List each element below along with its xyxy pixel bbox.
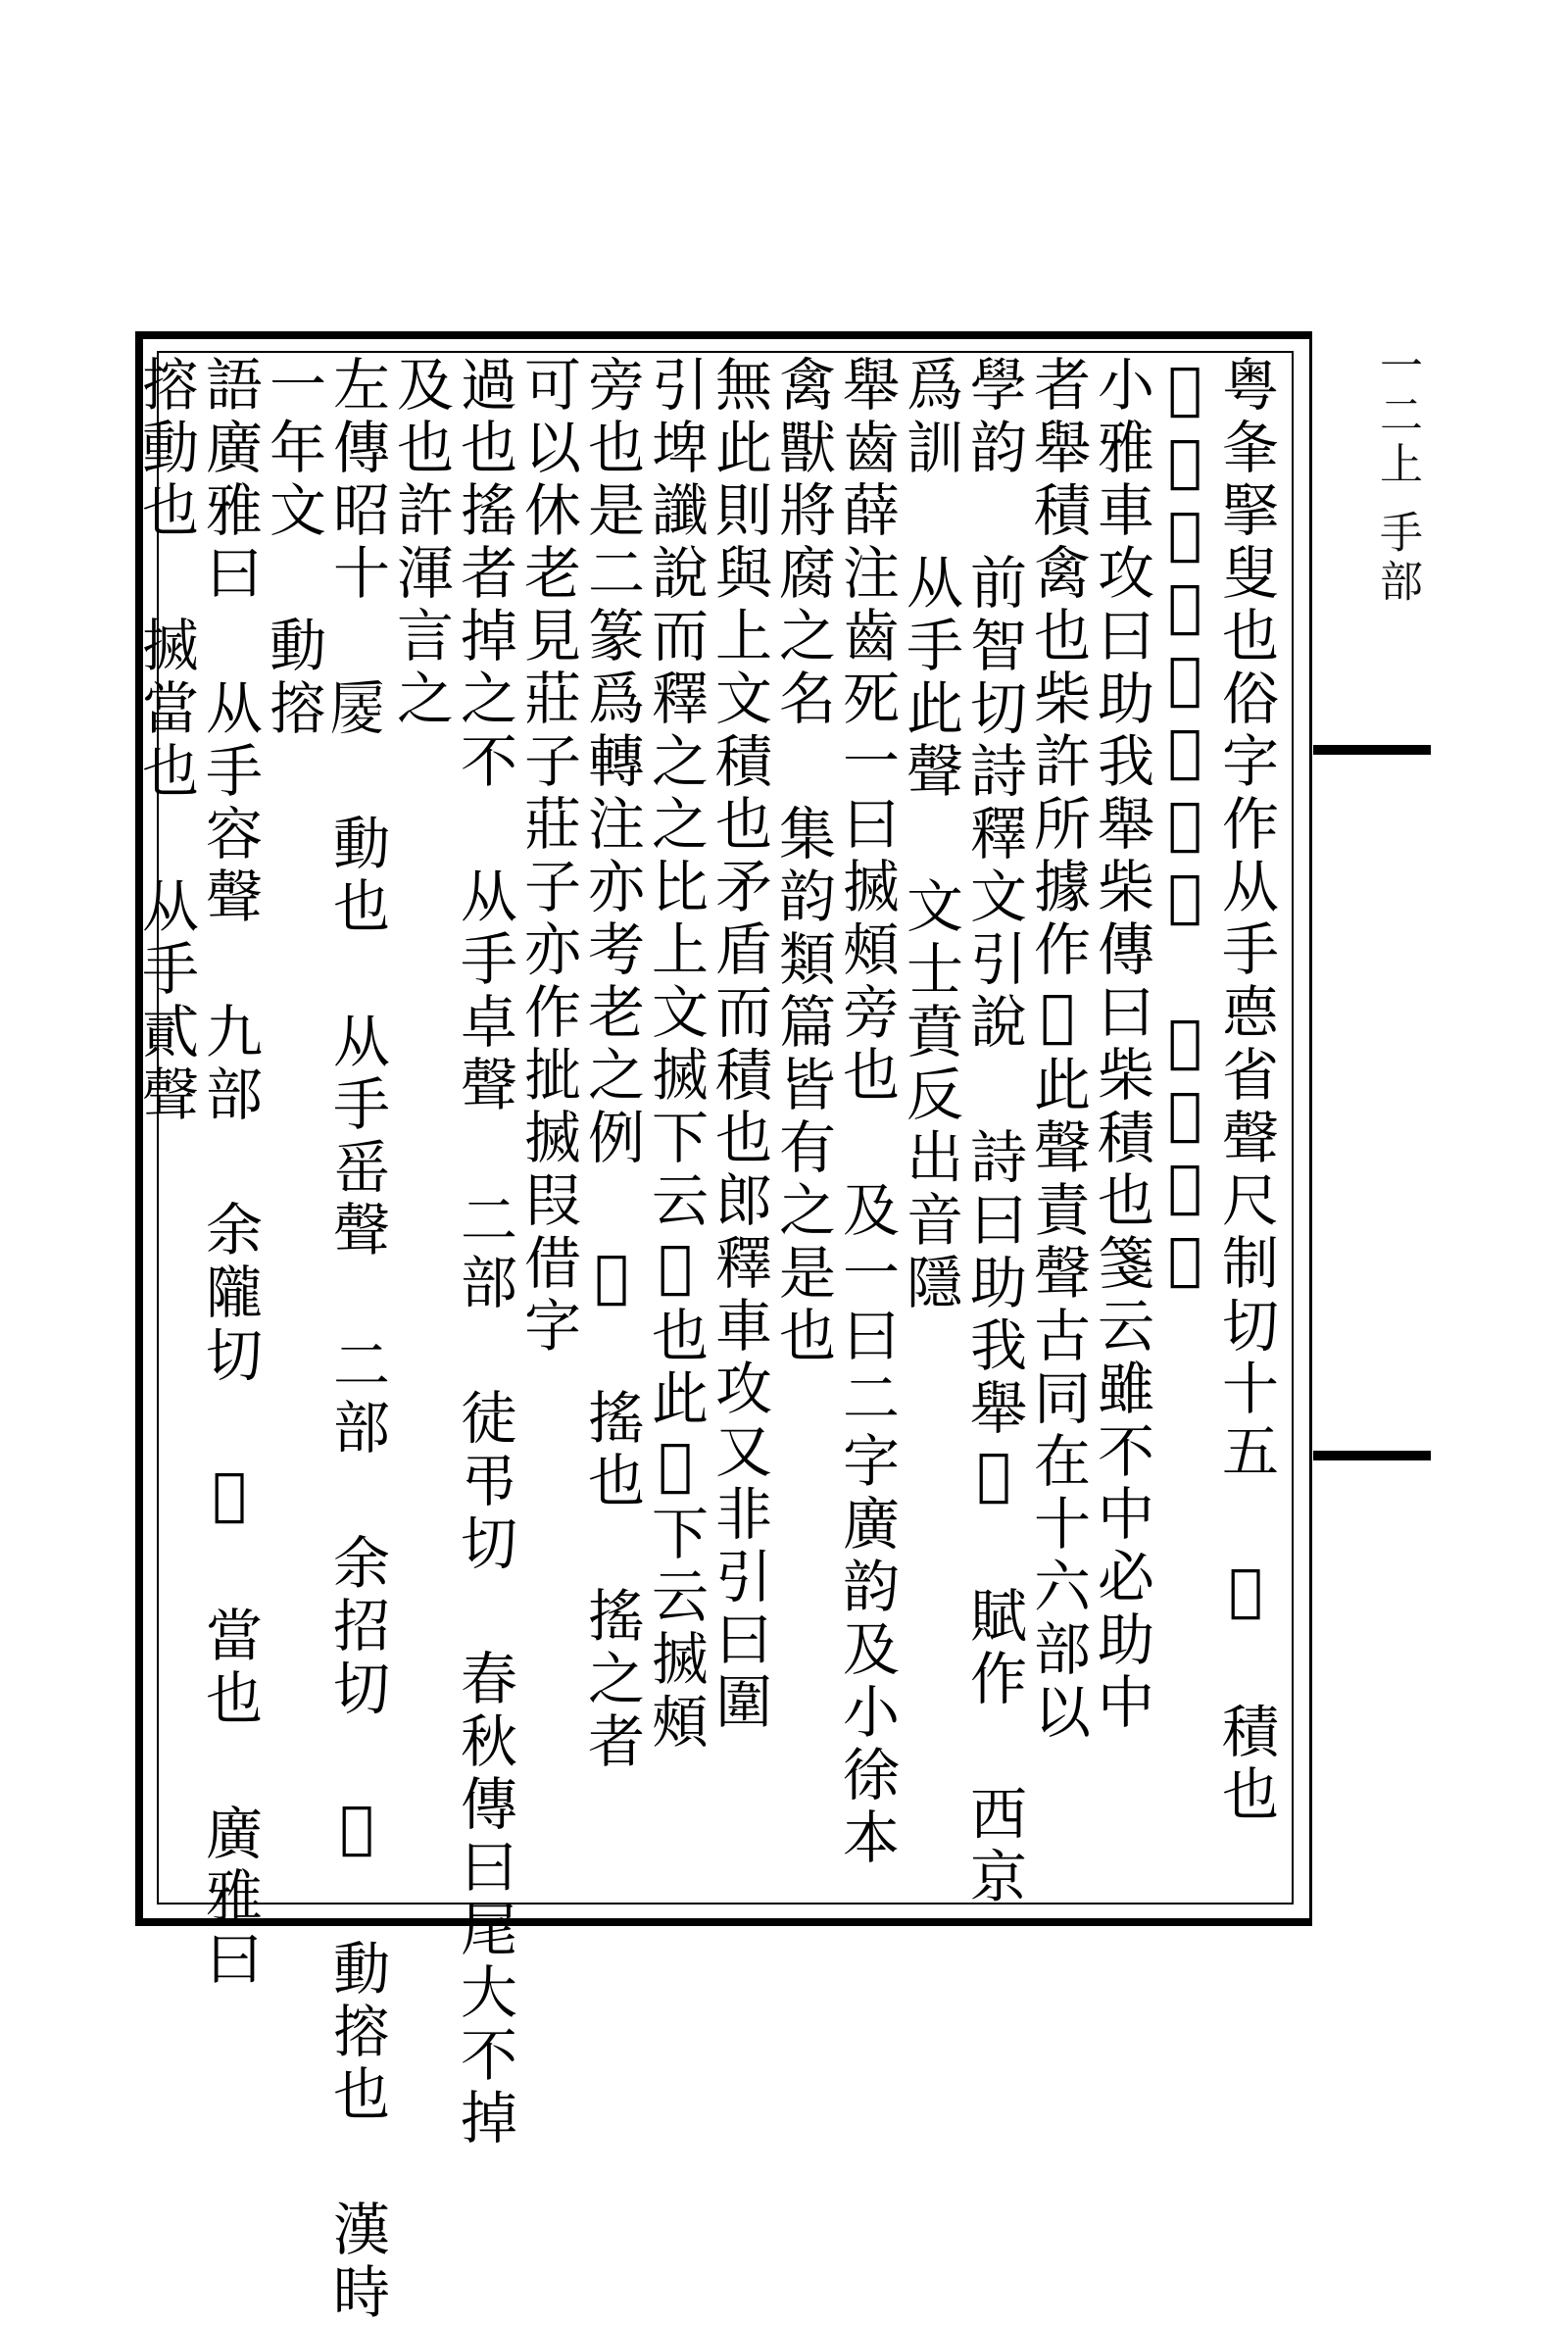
text-column-5: 學韵 前智切詩釋文引說 詩曰助我舉𢪹 賦作 西京 xyxy=(960,355,1027,1909)
text-column-4: 者舉積禽也柴許所據作𢪹此聲責聲古同在十六部以 xyxy=(1024,355,1091,1745)
text-column-18: 搈動也 搣當也 从手貳聲 xyxy=(132,355,199,1127)
fore-edge-tick xyxy=(1313,745,1431,755)
text-column-16: 一年文 動搈 xyxy=(260,355,326,741)
text-column-13: 過也搖者掉之不 从手卓聲 二部 徒弔切 春秋傳曰尾大不掉 xyxy=(451,355,517,2151)
text-column-3: 小雅車攻曰助我舉柴傳曰柴積也箋云雖不中必助中 xyxy=(1088,355,1154,1735)
fore-edge-tick xyxy=(1313,1451,1431,1460)
text-column-9: 無此則與上文積也矛盾而積也郎釋車攻又非引曰圍 xyxy=(706,355,772,1735)
text-column-8: 禽獸將腐之名 集韵類篇皆有之是也 xyxy=(769,355,836,1368)
text-column-2: 𢪹作扯聲形皆異矣 部俗作掔 xyxy=(1152,355,1218,1298)
text-column-12: 可以休老見莊子莊子亦作㧗搣叚借字 xyxy=(514,355,581,1359)
fore-edge-label: 一二上 手部 xyxy=(1372,343,1422,608)
text-column-10: 引埤讖說而釋之之比上文搣下云𢪹也此𢪹下云搣頰 xyxy=(642,355,709,1755)
text-column-15: 左傳昭十 𢩑 動也 从手䍃聲 二部 余招切 𢪹 動搈也 漢時 xyxy=(323,355,390,2325)
text-column-1: 粤夆掔叟也俗字作从手㥁省聲尺制切十五 𢪹 積也 xyxy=(1212,355,1279,1827)
text-column-6: 爲訓 从手此聲 文士賁反出音隱 xyxy=(897,355,963,1315)
text-column-7: 舉齒薛注齒死一曰搣頰旁也 及一曰二字廣韵及小徐本 xyxy=(833,355,900,1870)
text-column-17: 語廣雅曰 从手容聲 九部 余隴切 𢪹 當也 廣雅曰 xyxy=(196,355,263,1992)
text-column-14: 及也許渾言之 xyxy=(387,355,454,731)
text-column-11: 旁也是二篆爲轉注亦考老之例 𢪹 搖也 搖之者 xyxy=(578,355,645,1774)
